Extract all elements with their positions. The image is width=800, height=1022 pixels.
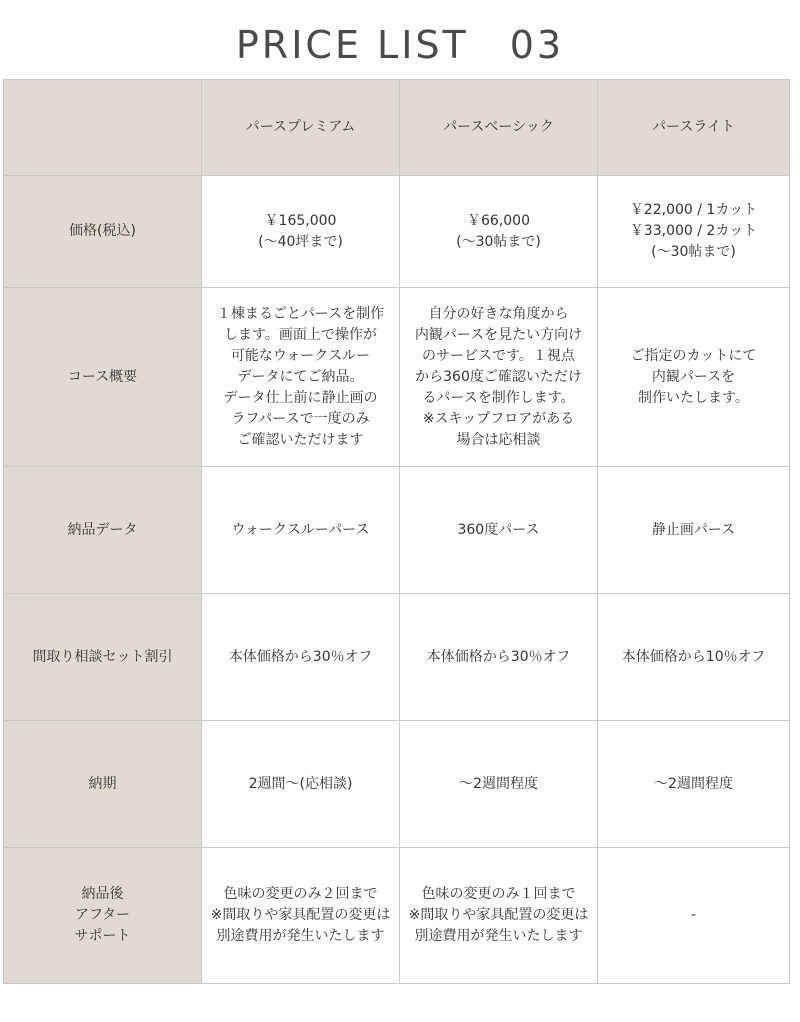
table-row	[4, 288, 790, 467]
row-label-delivery-data: 納品データ	[4, 467, 202, 594]
row-label-support: 納品後 アフター サポート	[4, 848, 202, 984]
cell-delivery-light: 静止画パース	[598, 467, 790, 594]
table-row	[4, 721, 790, 848]
col-header-light: パースライト	[598, 80, 790, 176]
row-label-price: 価格(税込)	[4, 176, 202, 288]
page-title: PRICE LIST 03	[235, 23, 565, 67]
cell-discount-light: 本体価格から10％オフ	[598, 594, 790, 721]
table-row	[4, 848, 790, 984]
cell-price-light: ￥22,000 / 1カット ￥33,000 / 2カット (〜30帖まで)	[598, 176, 790, 288]
table-row	[4, 467, 790, 594]
cell-price-basic: ￥66,000 (〜30帖まで)	[400, 176, 598, 288]
cell-support-basic: 色味の変更のみ１回まで ※間取りや家具配置の変更は 別途費用が発生いたします	[400, 848, 598, 984]
table-row	[4, 594, 790, 721]
row-label-lead-time: 納期	[4, 721, 202, 848]
price-table	[3, 79, 790, 984]
header-corner	[4, 80, 202, 176]
cell-price-premium: ￥165,000 (〜40坪まで)	[202, 176, 400, 288]
cell-lead-premium: 2週間〜(応相談)	[202, 721, 400, 848]
cell-support-light: -	[598, 848, 790, 984]
cell-delivery-premium: ウォークスルーパース	[202, 467, 400, 594]
cell-lead-basic: 〜2週間程度	[400, 721, 598, 848]
col-header-premium: パースプレミアム	[202, 80, 400, 176]
table-row	[4, 176, 790, 288]
cell-discount-premium: 本体価格から30％オフ	[202, 594, 400, 721]
header-row	[4, 80, 790, 176]
cell-discount-basic: 本体価格から30％オフ	[400, 594, 598, 721]
cell-lead-light: 〜2週間程度	[598, 721, 790, 848]
row-label-discount: 間取り相談セット割引	[4, 594, 202, 721]
cell-overview-premium: １棟まるごとパースを制作 します。画面上で操作が 可能なウォークスルー データにてご納品。 データ仕上前に静止画の ラフパースで一度のみ ご確認いただけます	[202, 288, 400, 467]
cell-overview-light: ご指定のカットにて 内観パースを 制作いたします。	[598, 288, 790, 467]
col-header-basic: パースベーシック	[400, 80, 598, 176]
cell-delivery-basic: 360度パース	[400, 467, 598, 594]
cell-support-premium: 色味の変更のみ２回まで ※間取りや家具配置の変更は 別途費用が発生いたします	[202, 848, 400, 984]
row-label-overview: コース概要	[4, 288, 202, 467]
cell-overview-basic: 自分の好きな角度から 内観パースを見たい方向け のサービスです。１視点 から360度ご確認いただけ るパースを制作します。 ※スキップフロアがある 場合は応相談	[400, 288, 598, 467]
